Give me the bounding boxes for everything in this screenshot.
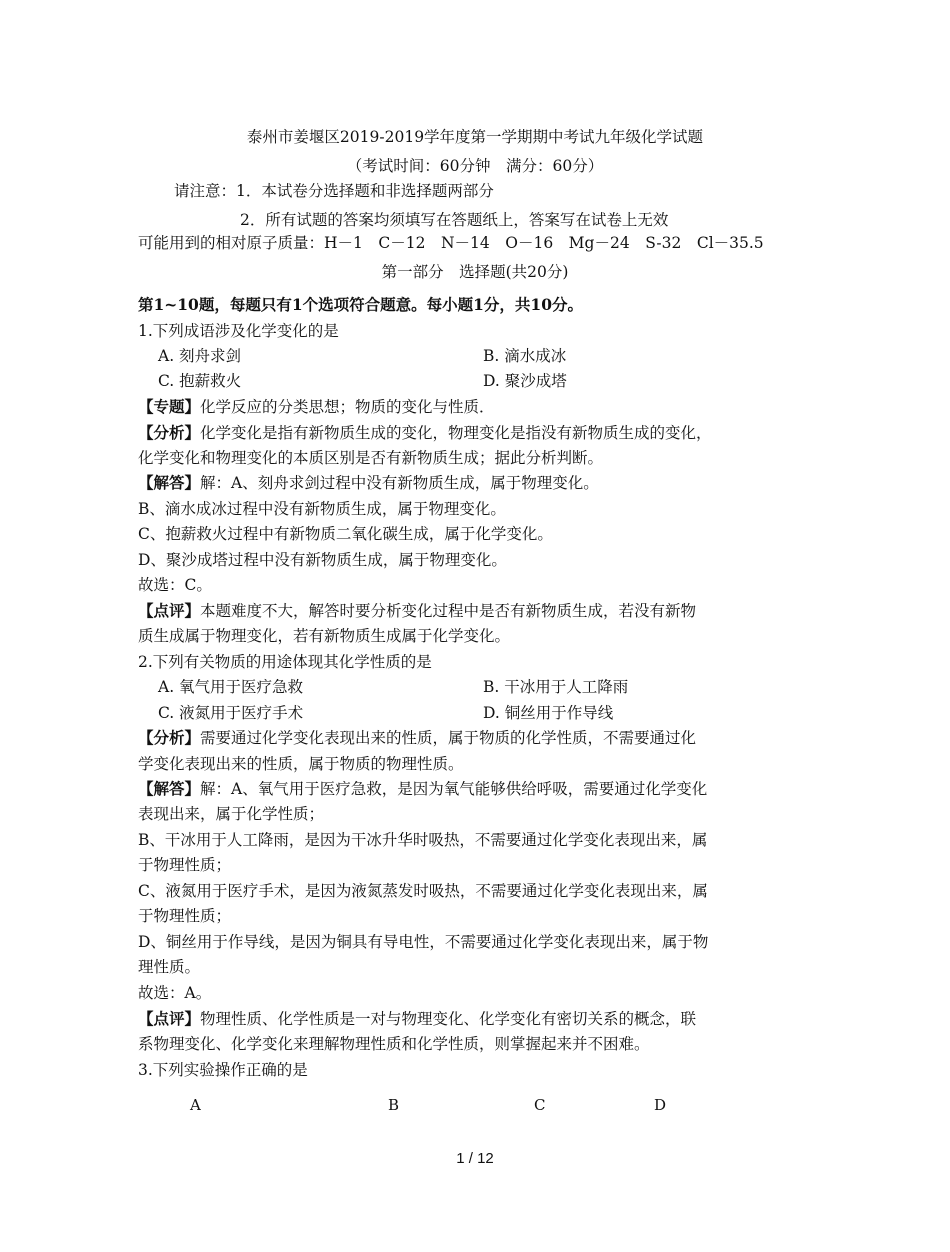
q2-comment (138, 1008, 696, 1030)
q1-option-b: B. 滴水成冰 (483, 347, 567, 365)
q1-answer-tag: 【解答】 (138, 473, 201, 492)
q1-analysis-line-2: 化学变化和物理变化的本质区别是否有新物质生成；据此分析判断。 (138, 449, 604, 467)
q2-analysis-tag: 【分析】 (138, 728, 201, 747)
section-instruction: 第1~10题，每题只有1个选项符合题意。每小题1分，共10分。 (138, 295, 583, 314)
q1-stem: 1.下列成语涉及化学变化的是 (138, 322, 339, 340)
q2-answer-line-4: 于物理性质； (138, 856, 232, 874)
q1-answer-line-1: 解：A、刻舟求剑过程中没有新物质生成，属于物理变化。 (200, 474, 599, 492)
q2-answer (138, 778, 707, 800)
q3-label-a: A (190, 1096, 201, 1114)
part-heading: 第一部分 选择题(共20分) (381, 263, 569, 281)
q2-answer-line-2: 表现出来，属于化学性质； (138, 805, 325, 823)
q3-label-d: D (654, 1096, 667, 1114)
q2-comment-line-1: 物理性质、化学性质是一对与物理变化、化学变化有密切关系的概念，联 (200, 1010, 697, 1028)
exam-title: 泰州市姜堰区2019-2019学年度第一学期期中考试九年级化学试题 (246, 128, 704, 146)
q3-stem: 3.下列实验操作正确的是 (138, 1061, 308, 1079)
q2-option-b: B. 干冰用于人工降雨 (483, 678, 629, 696)
q1-answer-line-4: D、聚沙成塔过程中没有新物质生成，属于物理变化。 (138, 551, 507, 569)
q1-answer-line-3: C、抱薪救火过程中有新物质二氧化碳生成，属于化学变化。 (138, 525, 553, 543)
q2-answer-line-3: B、干冰用于人工降雨，是因为干冰升华时吸热，不需要通过化学变化表现出来，属 (138, 831, 708, 849)
q2-analysis-line-2: 学变化表现出来的性质，属于物质的物理性质。 (138, 755, 464, 773)
q1-option-a: A. 刻舟求剑 (158, 347, 242, 365)
q2-answer-line-5: C、液氮用于医疗手术，是因为液氮蒸发时吸热，不需要通过化学变化表现出来，属 (138, 882, 708, 900)
q2-answer-line-8: 理性质。 (138, 958, 201, 976)
q2-answer-tag: 【解答】 (138, 779, 201, 798)
q1-analysis-tag: 【分析】 (138, 423, 201, 442)
q1-topic-text: 化学反应的分类思想；物质的变化与性质． (200, 398, 495, 416)
q1-analysis (138, 422, 712, 444)
q2-stem: 2.下列有关物质的用途体现其化学性质的是 (138, 653, 432, 671)
q1-topic (138, 396, 495, 418)
q2-answer-line-7: D、铜丝用于作导线，是因为铜具有导电性，不需要通过化学变化表现出来，属于物 (138, 933, 709, 951)
notice-line-1: 请注意：1．本试卷分选择题和非选择题两部分 (174, 182, 494, 200)
q3-label-c: C (534, 1096, 546, 1114)
q1-analysis-line-1: 化学变化是指有新物质生成的变化，物理变化是指没有新物质生成的变化， (200, 424, 712, 442)
q2-option-a: A. 氧气用于医疗急救 (158, 678, 304, 696)
q1-option-c: C. 抱薪救火 (158, 372, 242, 390)
q1-comment-line-2: 质生成属于物理变化，若有新物质生成属于化学变化。 (138, 627, 511, 645)
atomic-mass-line: 可能用到的相对原子质量：H－1 C－12 N－14 O－16 Mg－24 S-32 Cl－35.5 (138, 234, 764, 252)
q2-option-d: D. 铜丝用于作导线 (483, 704, 614, 722)
exam-subtitle: （考试时间：60分钟 满分：60分） (346, 157, 604, 175)
page-number: 1 / 12 (456, 1150, 494, 1167)
q2-comment-line-2: 系物理变化、化学变化来理解物理性质和化学性质，则掌握起来并不困难。 (138, 1035, 650, 1053)
notice-line-2: 2．所有试题的答案均须填写在答题纸上，答案写在试卷上无效 (240, 211, 669, 229)
q2-analysis (138, 727, 696, 749)
q2-option-c: C. 液氮用于医疗手术 (158, 704, 304, 722)
q2-choice: 故选：A。 (138, 984, 212, 1002)
q2-analysis-line-1: 需要通过化学变化表现出来的性质，属于物质的化学性质，不需要通过化 (200, 729, 697, 747)
q3-label-b: B (388, 1096, 400, 1114)
q1-comment-tag: 【点评】 (138, 601, 201, 620)
q1-choice: 故选：C。 (138, 576, 212, 594)
q2-answer-line-6: 于物理性质； (138, 907, 232, 925)
q1-option-d: D. 聚沙成塔 (483, 372, 567, 390)
q2-answer-line-1: 解：A、氧气用于医疗急救，是因为氧气能够供给呼吸，需要通过化学变化 (200, 780, 708, 798)
q1-comment-line-1: 本题难度不大，解答时要分析变化过程中是否有新物质生成，若没有新物 (200, 602, 697, 620)
q2-comment-tag: 【点评】 (138, 1009, 201, 1028)
q1-answer (138, 472, 599, 494)
q1-topic-tag: 【专题】 (138, 397, 201, 416)
q1-answer-line-2: B、滴水成冰过程中没有新物质生成，属于物理变化。 (138, 500, 506, 518)
q1-comment (138, 600, 696, 622)
